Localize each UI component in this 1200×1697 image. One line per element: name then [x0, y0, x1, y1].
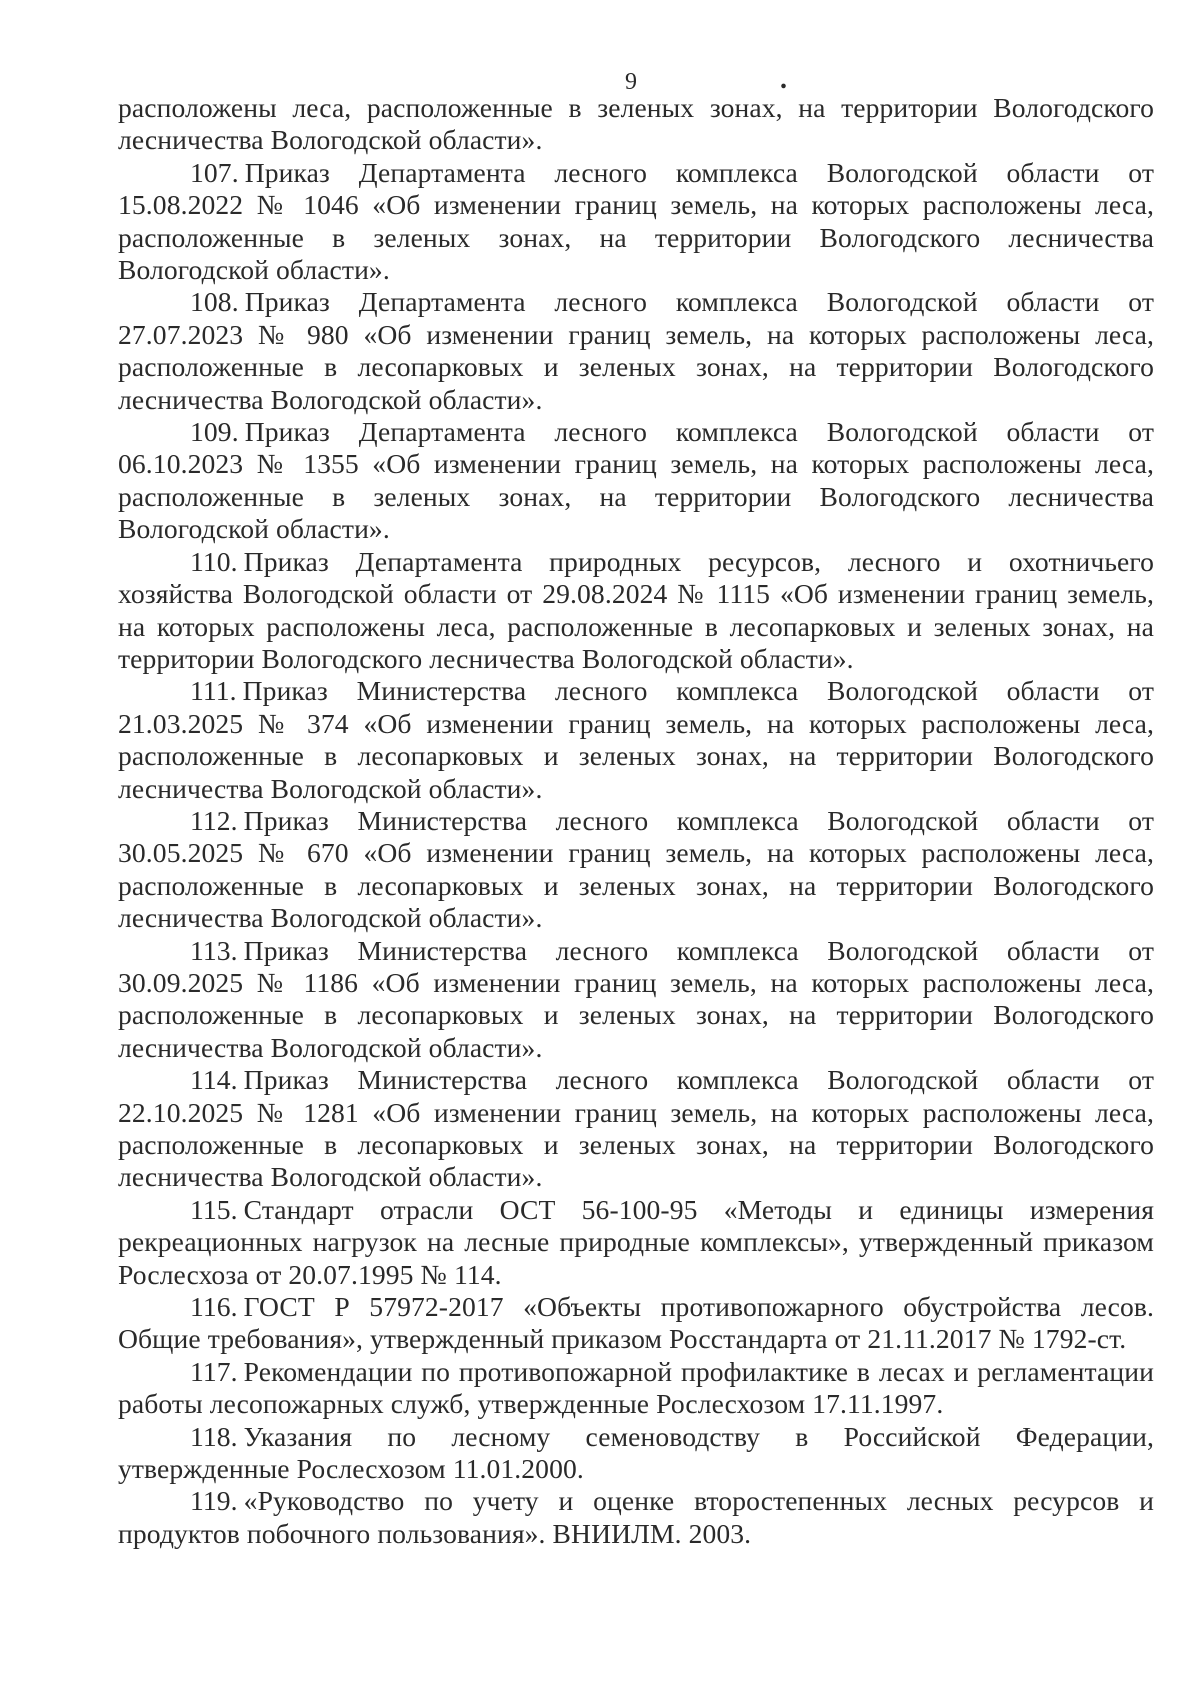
item-text: Приказ Департамента лесного комплекса Вологодской области от 27.07.2023 № 980 «Об изменении границ земель, на которых расположены леса, расположенные в лесопарковых и зеленых зонах, на территории Вологодского лесничества Вологодской области».: [118, 286, 1154, 415]
item-number: 119.: [190, 1485, 238, 1517]
item-number: 110.: [190, 545, 238, 577]
list-item-116: [118, 1291, 1154, 1356]
item-text: Приказ Министерства лесного комплекса Вологодской области от 22.10.2025 № 1281 «Об изменении границ земель, на которых расположены леса, расположенные в лесопарковых и зеленых зонах, на территории Вологодского лесничества Вологодской области».: [118, 1064, 1154, 1193]
list-item-119: [118, 1485, 1154, 1550]
item-text: Рекомендации по противопожарной профилактике в лесах и регламентации работы лесопожарных служб, утвержденные Рослесхозом 17.11.1997.: [118, 1355, 1154, 1420]
item-number: 112.: [190, 804, 238, 836]
item-text: Приказ Департамента лесного комплекса Вологодской области от 15.08.2022 № 1046 «Об изменении границ земель, на которых расположены леса, расположенные в зеленых зонах, на территории Вологодского лесничества Вологодской области».: [118, 156, 1154, 286]
page-mark: .: [780, 64, 787, 95]
list-item-111: [118, 675, 1154, 805]
item-number: 115.: [190, 1193, 238, 1225]
item-number: 108.: [190, 286, 239, 318]
item-number: 109.: [190, 416, 239, 448]
list-item-108: [118, 286, 1154, 416]
item-number: 113.: [190, 934, 238, 966]
item-text: Приказ Департамента лесного комплекса Вологодской области от 06.10.2023 № 1355 «Об изменении границ земель, на которых расположены леса, расположенные в зеленых зонах, на территории Вологодского лесничества Вологодской области».: [118, 416, 1154, 545]
list-item-110: [118, 546, 1154, 676]
item-number: 116.: [190, 1291, 238, 1323]
list-item-107: [118, 157, 1154, 287]
item-number: 107.: [190, 156, 239, 188]
item-number: 118.: [190, 1420, 238, 1452]
item-text: Стандарт отрасли ОСТ 56-100-95 «Методы и единицы измерения рекреационных нагрузок на лесные природные комплексы», утвержденный приказом Рослесхоза от 20.07.1995 № 114.: [118, 1193, 1154, 1290]
list-item-112: [118, 805, 1154, 935]
item-text: «Руководство по учету и оценке второстепенных лесных ресурсов и продуктов побочного пользования». ВНИИЛМ. 2003.: [118, 1485, 1154, 1549]
document-body: [118, 92, 1154, 1550]
list-item-114: [118, 1064, 1154, 1194]
intro-paragraph: расположены леса, расположенные в зеленых зонах, на территории Вологодского лесничества Вологодской области».: [118, 92, 1154, 156]
page-number: 9: [625, 69, 637, 95]
item-number: 111.: [190, 675, 237, 707]
list-item-117: [118, 1356, 1154, 1421]
list-item-109: [118, 416, 1154, 546]
item-text: Указания по лесному семеноводству в Российской Федерации, утвержденные Рослесхозом 11.01.2000.: [118, 1420, 1154, 1485]
list-item-115: [118, 1194, 1154, 1291]
item-number: 114.: [190, 1064, 238, 1096]
item-text: ГОСТ Р 57972-2017 «Объекты противопожарного обустройства лесов. Общие требования», утвержденный приказом Росстандарта от 21.11.2017 № 1792-ст.: [118, 1291, 1154, 1355]
item-text: Приказ Министерства лесного комплекса Вологодской области от 30.09.2025 № 1186 «Об изменении границ земель, на которых расположены леса, расположенные в лесопарковых и зеленых зонах, на территории Вологодского лесничества Вологодской области».: [118, 934, 1154, 1063]
list-item-113: [118, 935, 1154, 1065]
item-text: Приказ Министерства лесного комплекса Вологодской области от 30.05.2025 № 670 «Об изменении границ земель, на которых расположены леса, расположенные в лесопарковых и зеленых зонах, на территории Вологодского лесничества Вологодской области».: [118, 804, 1154, 934]
list-item-118: [118, 1421, 1154, 1486]
item-text: Приказ Департамента природных ресурсов, лесного и охотничьего хозяйства Вологодской области от 29.08.2024 № 1115 «Об изменении границ земель, на которых расположены леса, расположенные в лесопарковых и зеленых зонах, на территории Вологодского лесничества Вологодской области».: [118, 545, 1154, 674]
item-text: Приказ Министерства лесного комплекса Вологодской области от 21.03.2025 № 374 «Об изменении границ земель, на которых расположены леса, расположенные в лесопарковых и зеленых зонах, на территории Вологодского лесничества Вологодской области».: [118, 675, 1154, 804]
item-number: 117.: [190, 1355, 238, 1387]
